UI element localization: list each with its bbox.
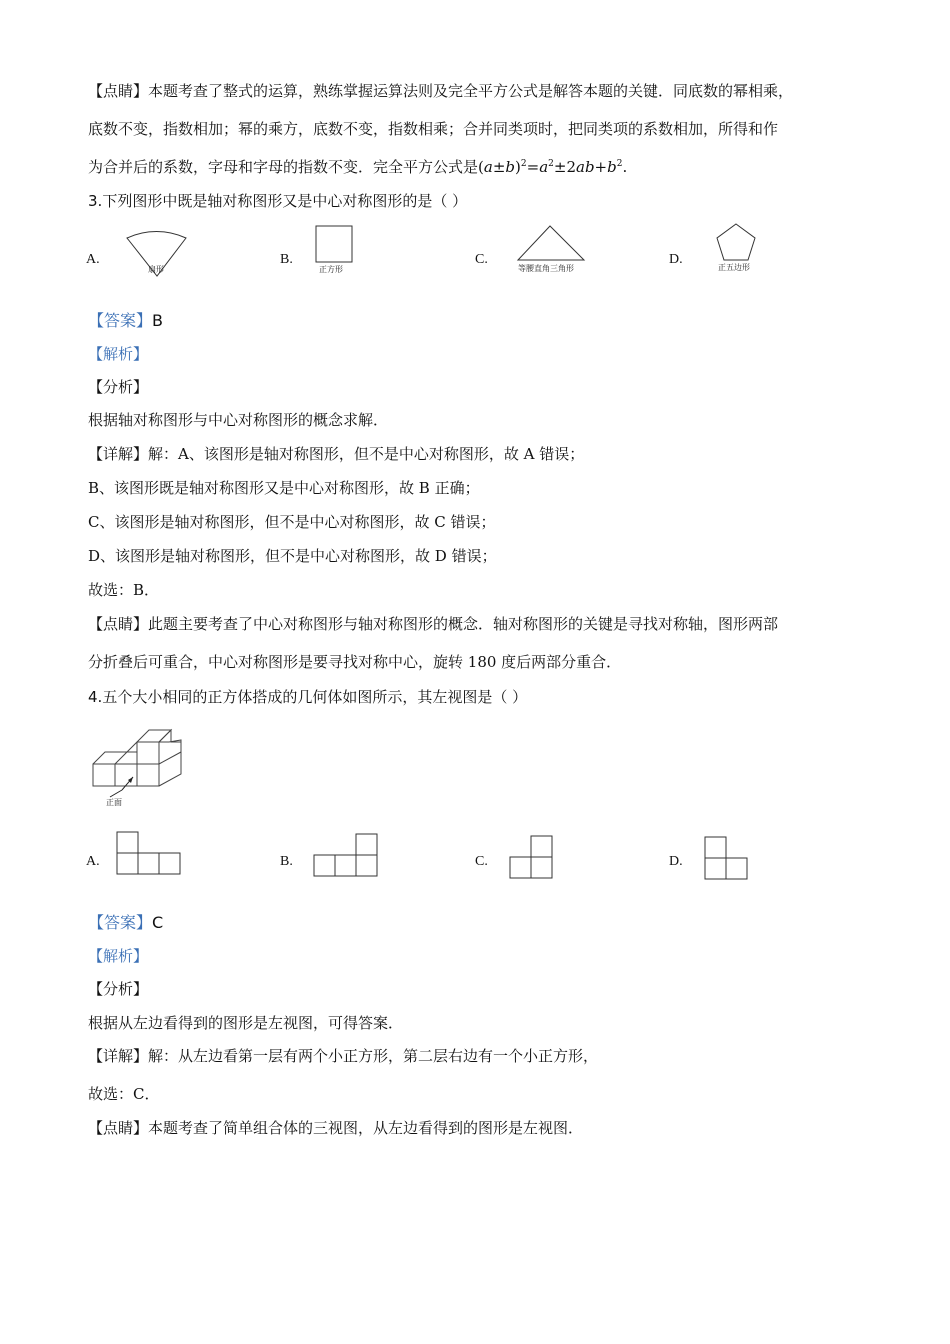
- caption-square: 正方形: [319, 265, 343, 274]
- caption-pentagon: 正五边形: [718, 263, 750, 272]
- q3-conclusion: 故选：B．: [88, 581, 160, 599]
- q4-conclusion: 故选：C．: [88, 1085, 160, 1103]
- q4-detail: 【详解】解：从左边看第一层有两个小正方形，第二层右边有一个小正方形，: [88, 1047, 599, 1065]
- front-label: 正面: [106, 798, 122, 807]
- square-formula: $(a\pm b)^2=a^2\pm 2ab+b^2$.: [478, 158, 628, 176]
- q4-fenxi: 根据从左边看得到的图形是左视图，可得答案．: [88, 1014, 404, 1032]
- q3-tip-line-2: 分折叠后可重合，中心对称图形是要寻找对称中心，旋转 180 度后两部分重合．: [88, 653, 622, 671]
- q3-fenxi-tag: 【分析】: [88, 378, 149, 396]
- q4-option-d-figure: [705, 837, 747, 879]
- q4-answer: 【答案】C: [88, 913, 164, 932]
- q3-option-b-label: B.: [280, 252, 293, 267]
- prev-tip-line-3: 为合并后的系数，字母和字母的指数不变．完全平方公式是$(a\pm b)^2=a^2\pm 2ab+b^2$.: [88, 158, 628, 176]
- q3-detail-line-1: 【详解】解：A、该图形是轴对称图形，但不是中心对称图形，故 A 错误；: [88, 445, 585, 463]
- q4-stem: 4.五个大小相同的正方体搭成的几何体如图所示，其左视图是（ ）: [88, 688, 528, 706]
- q3-detail-line-3: C、该图形是轴对称图形，但不是中心对称图形，故 C 错误；: [88, 513, 496, 531]
- prev-tip-line-1: 【点睛】本题考查了整式的运算，熟练掌握运算法则及完全平方公式是解答本题的关键．同底数的幂相乘，: [88, 82, 794, 100]
- q4-option-c-figure: [510, 836, 552, 878]
- q4-option-d-label: D.: [669, 854, 683, 869]
- q4-option-a-figure: [117, 832, 180, 874]
- q3-fenxi: 根据轴对称图形与中心对称图形的概念求解．: [88, 411, 389, 429]
- q3-option-a-label: A.: [86, 252, 100, 267]
- q4-tip: 【点睛】本题考查了简单组合体的三视图，从左边看得到的图形是左视图．: [88, 1119, 584, 1137]
- q4-option-b-figure: [314, 834, 377, 876]
- q4-option-b-label: B.: [280, 854, 293, 869]
- q3-detail-line-2: B、该图形既是轴对称图形又是中心对称图形，故 B 正确；: [88, 479, 480, 497]
- q3-stem: 3.下列图形中既是轴对称图形又是中心对称图形的是（ ）: [88, 192, 468, 210]
- q4-option-c-label: C.: [475, 854, 488, 869]
- q3-detail-line-4: D、该图形是轴对称图形，但不是中心对称图形，故 D 错误；: [88, 547, 497, 565]
- q3-answer: 【答案】B: [88, 311, 163, 330]
- q4-option-a-label: A.: [86, 854, 100, 869]
- caption-triangle: 等腰直角三角形: [518, 264, 574, 273]
- q4-fenxi-tag: 【分析】: [88, 980, 149, 998]
- q4-analysis-tag: 【解析】: [88, 947, 149, 965]
- q3-analysis-tag: 【解析】: [88, 345, 149, 363]
- caption-sector: 扇形: [148, 265, 164, 274]
- q3-option-c-label: C.: [475, 252, 488, 267]
- q3-tip-line-1: 【点睛】此题主要考查了中心对称图形与轴对称图形的概念．轴对称图形的关键是寻找对称轴，图形两部: [88, 615, 779, 633]
- q3-option-d-label: D.: [669, 252, 683, 267]
- prev-tip-line-2: 底数不变，指数相加；幂的乘方，底数不变，指数相乘；合并同类项时，把同类项的系数相加，所得和作: [88, 120, 779, 138]
- prev-tip-tag: 【点睛】: [88, 82, 149, 100]
